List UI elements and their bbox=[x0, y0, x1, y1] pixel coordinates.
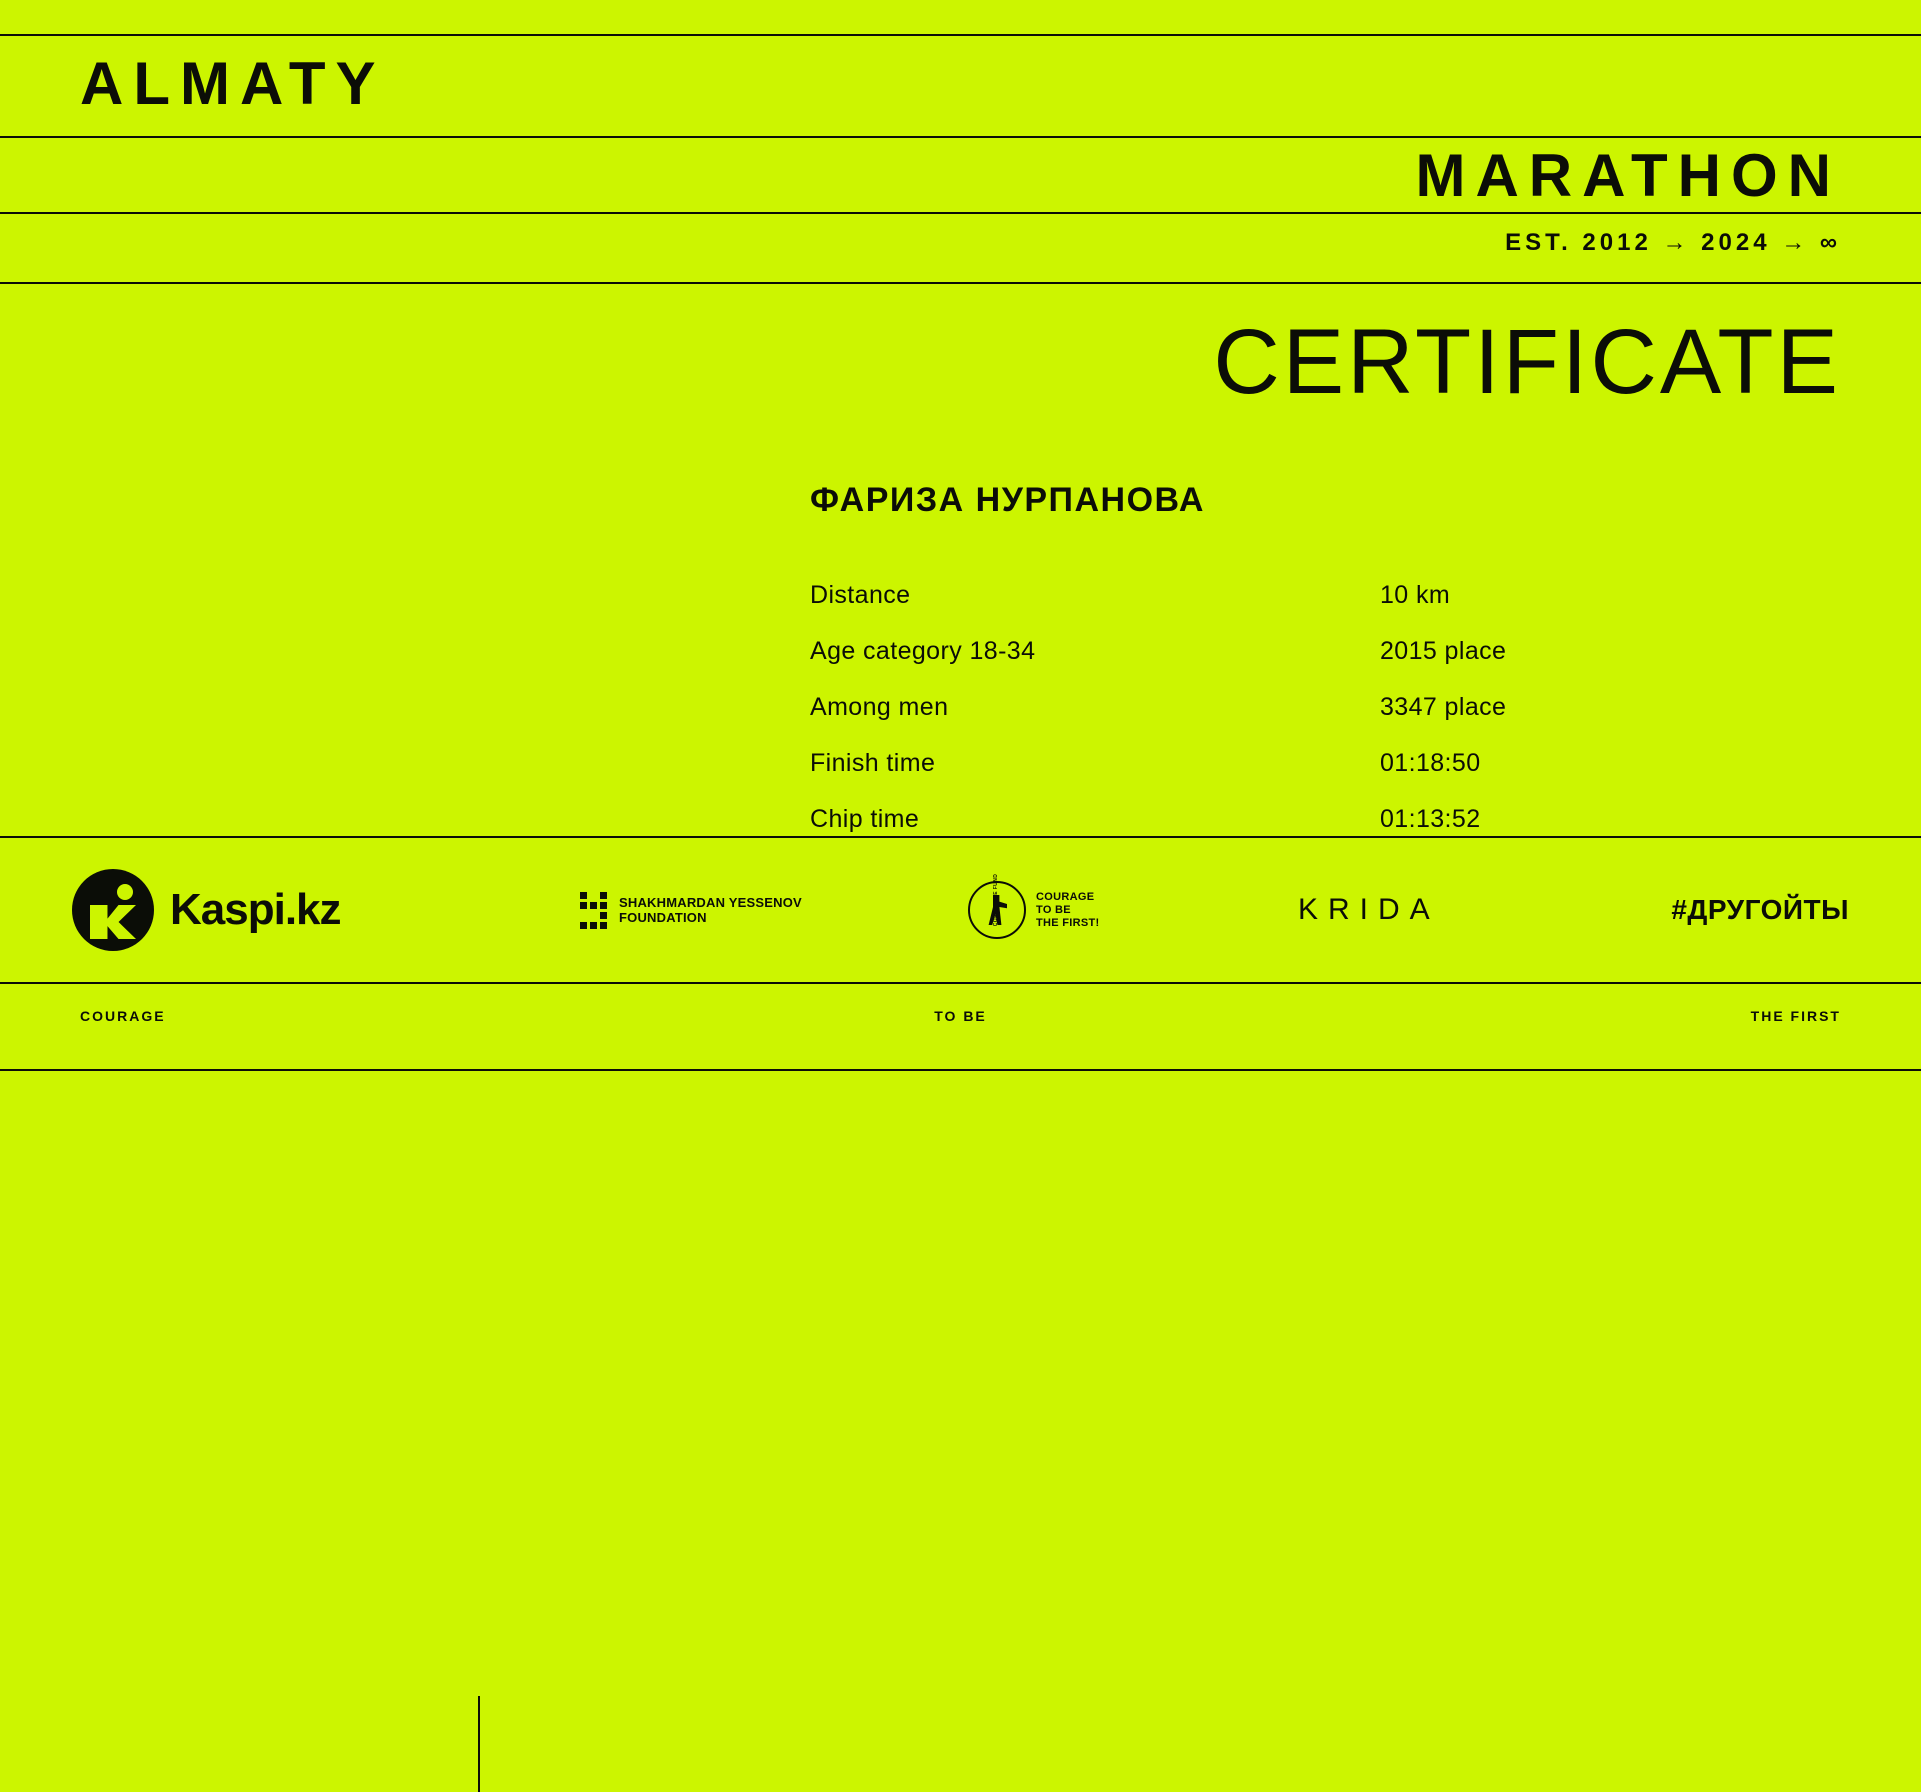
corporate-line-1: COURAGE bbox=[1036, 890, 1095, 903]
result-value: 3347 place bbox=[1380, 693, 1507, 721]
sponsor-kaspi bbox=[72, 869, 341, 951]
table-row bbox=[810, 572, 1840, 618]
brand-marathon: MARATHON bbox=[1415, 142, 1841, 209]
divider-line-4 bbox=[0, 282, 1921, 284]
sponsor-drugoity-hashtag: #ДРУГОЙТЫ bbox=[1671, 894, 1849, 925]
athlete-name: ФАРИЗА НУРПАНОВА bbox=[810, 481, 1205, 519]
results-table bbox=[810, 572, 1840, 852]
corporate-fund-wordmark bbox=[1036, 891, 1100, 930]
brand-established: EST. 2012 → 2024 → ∞ bbox=[1505, 229, 1841, 256]
page-title: CERTIFICATE bbox=[1213, 311, 1841, 413]
footer-right: THE FIRST bbox=[1750, 1008, 1841, 1024]
divider-line-6 bbox=[0, 982, 1921, 984]
result-label: Age category 18-34 bbox=[810, 637, 1036, 665]
sponsor-corporate-fund bbox=[968, 881, 1100, 939]
table-row bbox=[810, 796, 1840, 842]
result-value: 2015 place bbox=[1380, 637, 1507, 665]
footer-center: TO BE bbox=[934, 1008, 987, 1024]
sponsor-strip bbox=[0, 838, 1921, 982]
sponsor-krida: KRIDA bbox=[1298, 893, 1440, 926]
sponsor-divider bbox=[478, 1696, 480, 1792]
corporate-line-2: TO BE bbox=[1036, 903, 1071, 916]
footer-left: COURAGE bbox=[80, 1008, 166, 1024]
divider-line-2 bbox=[0, 136, 1921, 138]
yessenov-logo-icon bbox=[580, 892, 607, 929]
corporate-fund-seal-icon bbox=[968, 881, 1026, 939]
result-label: Distance bbox=[810, 581, 911, 609]
yessenov-line-1: SHAKHMARDAN YESSENOV bbox=[619, 895, 802, 910]
divider-line-7 bbox=[0, 1069, 1921, 1071]
yessenov-wordmark bbox=[619, 895, 802, 925]
table-row bbox=[810, 628, 1840, 674]
brand-almaty: ALMATY bbox=[80, 50, 386, 117]
kaspi-logo-icon bbox=[72, 869, 154, 951]
result-value: 01:18:50 bbox=[1380, 749, 1481, 777]
divider-line-1 bbox=[0, 34, 1921, 36]
divider-line-3 bbox=[0, 212, 1921, 214]
result-label: Chip time bbox=[810, 805, 920, 833]
result-value: 01:13:52 bbox=[1380, 805, 1481, 833]
result-value: 10 km bbox=[1380, 581, 1451, 609]
result-label: Among men bbox=[810, 693, 949, 721]
corporate-line-3: THE FIRST! bbox=[1036, 916, 1100, 929]
sponsor-yessenov bbox=[580, 892, 802, 929]
result-label: Finish time bbox=[810, 749, 936, 777]
yessenov-line-2: FOUNDATION bbox=[619, 910, 707, 925]
table-row bbox=[810, 740, 1840, 786]
kaspi-wordmark: Kaspi.kz bbox=[170, 885, 341, 934]
table-row bbox=[810, 684, 1840, 730]
